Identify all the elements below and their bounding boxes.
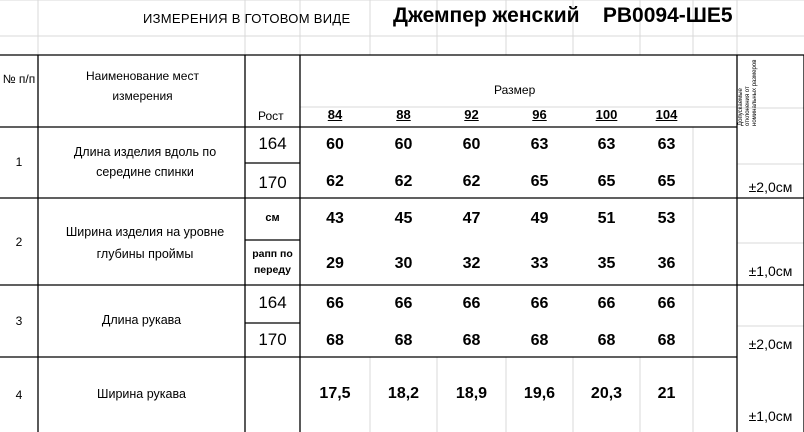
table-cell: 68 — [657, 332, 676, 349]
table-cell: 65 — [530, 173, 549, 190]
table-cell: 45 — [394, 210, 413, 227]
size-100: 100 — [595, 107, 618, 122]
size-header: Размер — [494, 83, 536, 97]
table-cell: 66 — [394, 295, 413, 312]
measurements-title: ИЗМЕРЕНИЯ В ГОТОВОМ ВИДЕ — [143, 11, 351, 26]
row-num: 1 — [15, 155, 23, 169]
table-cell: 68 — [394, 332, 413, 349]
table-cell: 62 — [394, 173, 413, 190]
table-cell: 68 — [326, 332, 344, 349]
product-title: Джемпер женский РВ0094-ШЕ5 — [393, 4, 733, 27]
row-num: 4 — [15, 388, 23, 402]
row-sub-label: 170 — [258, 330, 287, 349]
table-cell: 66 — [326, 295, 344, 312]
table-cell: 68 — [597, 332, 616, 349]
table-cell: 53 — [657, 210, 676, 227]
row-name: Длина рукава — [101, 313, 182, 327]
row-num: 3 — [15, 314, 23, 328]
table-cell: 63 — [530, 136, 549, 153]
table-cell: 19,6 — [523, 385, 556, 402]
table-cell: 51 — [597, 210, 616, 227]
table-cell: 68 — [530, 332, 549, 349]
tolerance-header: Допускаемые отклонения от номинальных размеров — [738, 59, 758, 126]
table-cell: 33 — [530, 255, 549, 272]
row-name: Длина изделия вдоль по середине спинки — [73, 145, 217, 179]
table-cell: 60 — [462, 136, 481, 153]
row-sub-label: рапп по переду — [252, 248, 293, 276]
table-cell: 60 — [394, 136, 413, 153]
table-cell: 66 — [462, 295, 481, 312]
table-cell: 20,3 — [590, 385, 623, 402]
size-84: 84 — [327, 107, 343, 122]
table-cell: 65 — [597, 173, 616, 190]
row-name: Ширина изделия на уровне глубины проймы — [65, 225, 225, 261]
table-cell: 62 — [326, 173, 344, 190]
table-cell: 30 — [394, 255, 413, 272]
col-num-header: № п/п — [2, 72, 36, 86]
table-cell: 66 — [597, 295, 616, 312]
row-sub-label: 170 — [258, 173, 287, 192]
tolerance-value: ±2,0см — [748, 336, 793, 352]
table-cell: 66 — [530, 295, 549, 312]
row-num: 2 — [15, 235, 23, 249]
tolerance-value: ±2,0см — [748, 179, 793, 195]
table-cell: 68 — [462, 332, 481, 349]
row-name: Ширина рукава — [97, 387, 186, 401]
table-cell: 63 — [597, 136, 616, 153]
row-sub-label: 164 — [258, 293, 287, 312]
table-cell: 21 — [657, 385, 676, 402]
table-cell: 18,2 — [387, 385, 420, 402]
table-cell: 29 — [326, 255, 344, 272]
table-cell: 60 — [326, 136, 344, 153]
table-cell: 65 — [657, 173, 676, 190]
size-92: 92 — [464, 107, 479, 122]
tolerance-value: ±1,0см — [748, 408, 793, 424]
row-sub-label: см — [265, 212, 280, 224]
table-cell: 43 — [326, 210, 344, 227]
size-96: 96 — [532, 107, 547, 122]
table-cell: 32 — [462, 255, 481, 272]
table-cell: 35 — [597, 255, 616, 272]
table-cell: 47 — [462, 210, 481, 227]
table-cell: 17,5 — [319, 385, 351, 402]
tolerance-value: ±1,0см — [748, 263, 793, 279]
table-cell: 36 — [657, 255, 676, 272]
row-sub-label: 164 — [258, 134, 287, 153]
col-height-header: Рост — [258, 109, 284, 123]
col-name-header: Наименование мест измерения — [86, 69, 199, 103]
size-88: 88 — [396, 107, 411, 122]
size-104: 104 — [655, 107, 678, 122]
table-cell: 66 — [657, 295, 676, 312]
table-cell: 62 — [462, 173, 481, 190]
table-cell: 63 — [657, 136, 676, 153]
table-cell: 18,9 — [455, 385, 488, 402]
table-cell: 49 — [530, 210, 549, 227]
